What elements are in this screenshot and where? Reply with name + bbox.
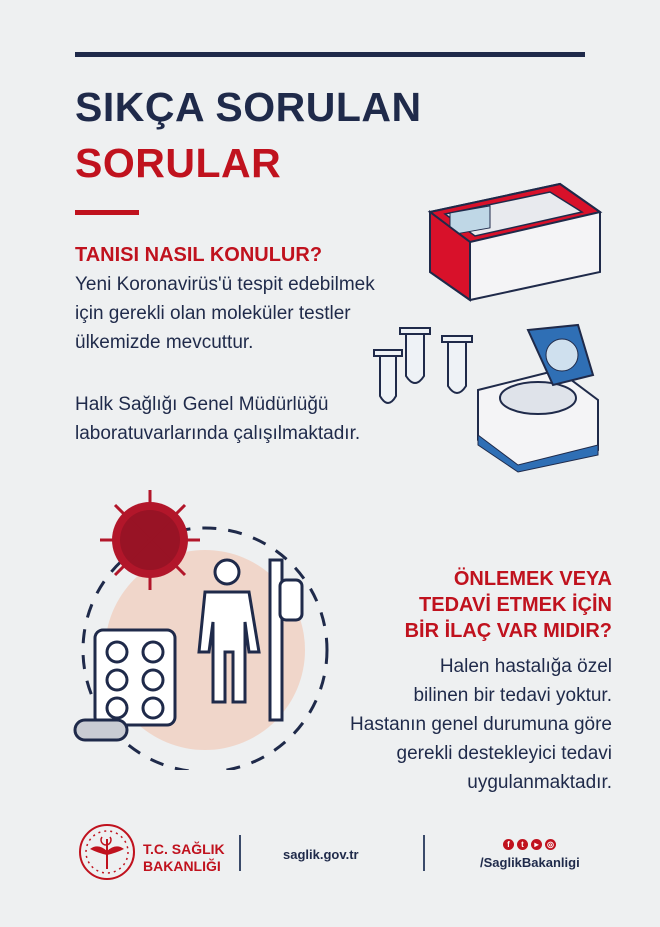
centrifuge-icon <box>468 320 608 475</box>
question-treatment <box>405 566 612 644</box>
ministry-name <box>143 841 225 875</box>
page-title-line2: SORULAR <box>75 140 282 186</box>
title-underline <box>75 210 139 215</box>
answer-diagnosis-p1 <box>75 270 375 357</box>
youtube-icon[interactable]: ▸ <box>531 839 542 850</box>
social-icons <box>503 839 556 850</box>
text-line: ÖNLEMEK VEYA <box>453 568 612 590</box>
org-line: BAKANLIĞI <box>143 858 221 874</box>
text-line: TEDAVİ ETMEK İÇİN <box>419 594 612 616</box>
text-line: uygulanmaktadır. <box>467 772 612 793</box>
text-line: ülkemizde mevcuttur. <box>75 332 254 353</box>
answer-treatment <box>350 652 612 797</box>
website-link[interactable]: saglik.gov.tr <box>283 847 359 862</box>
pcr-machine-icon <box>410 172 610 307</box>
text-line: bilinen bir tedavi yoktur. <box>413 685 612 706</box>
instagram-icon[interactable]: ◎ <box>545 839 556 850</box>
answer-diagnosis-p2 <box>75 390 360 448</box>
text-line: için gerekli olan moleküler testler <box>75 303 351 324</box>
top-divider <box>75 52 585 57</box>
footer <box>0 815 660 895</box>
text-line: laboratuvarlarında çalışılmaktadır. <box>75 423 361 444</box>
org-line: T.C. SAĞLIK <box>143 841 225 857</box>
social-handle[interactable]: /SaglikBakanligi <box>480 855 580 870</box>
text-line: gerekli destekleyici tedavi <box>396 743 612 764</box>
page-title-line1: SIKÇA SORULAN <box>75 84 422 130</box>
treatment-illustration <box>55 480 335 770</box>
text-line: BİR İLAÇ VAR MIDIR? <box>404 620 612 642</box>
test-tubes-icon <box>372 320 482 415</box>
ministry-logo-icon <box>78 823 136 881</box>
pill-pack-icon <box>75 630 175 740</box>
footer-divider <box>239 835 241 871</box>
facebook-icon[interactable]: f <box>503 839 514 850</box>
text-line: Halk Sağlığı Genel Müdürlüğü <box>75 394 329 415</box>
footer-divider <box>423 835 425 871</box>
twitter-icon[interactable]: t <box>517 839 528 850</box>
text-line: Hastanın genel durumuna göre <box>350 714 612 735</box>
virus-icon <box>100 490 200 590</box>
text-line: Halen hastalığa özel <box>439 656 612 677</box>
question-diagnosis: TANISI NASIL KONULUR? <box>75 244 323 266</box>
text-line: Yeni Koronavirüs'ü tespit edebilmek <box>75 274 375 295</box>
